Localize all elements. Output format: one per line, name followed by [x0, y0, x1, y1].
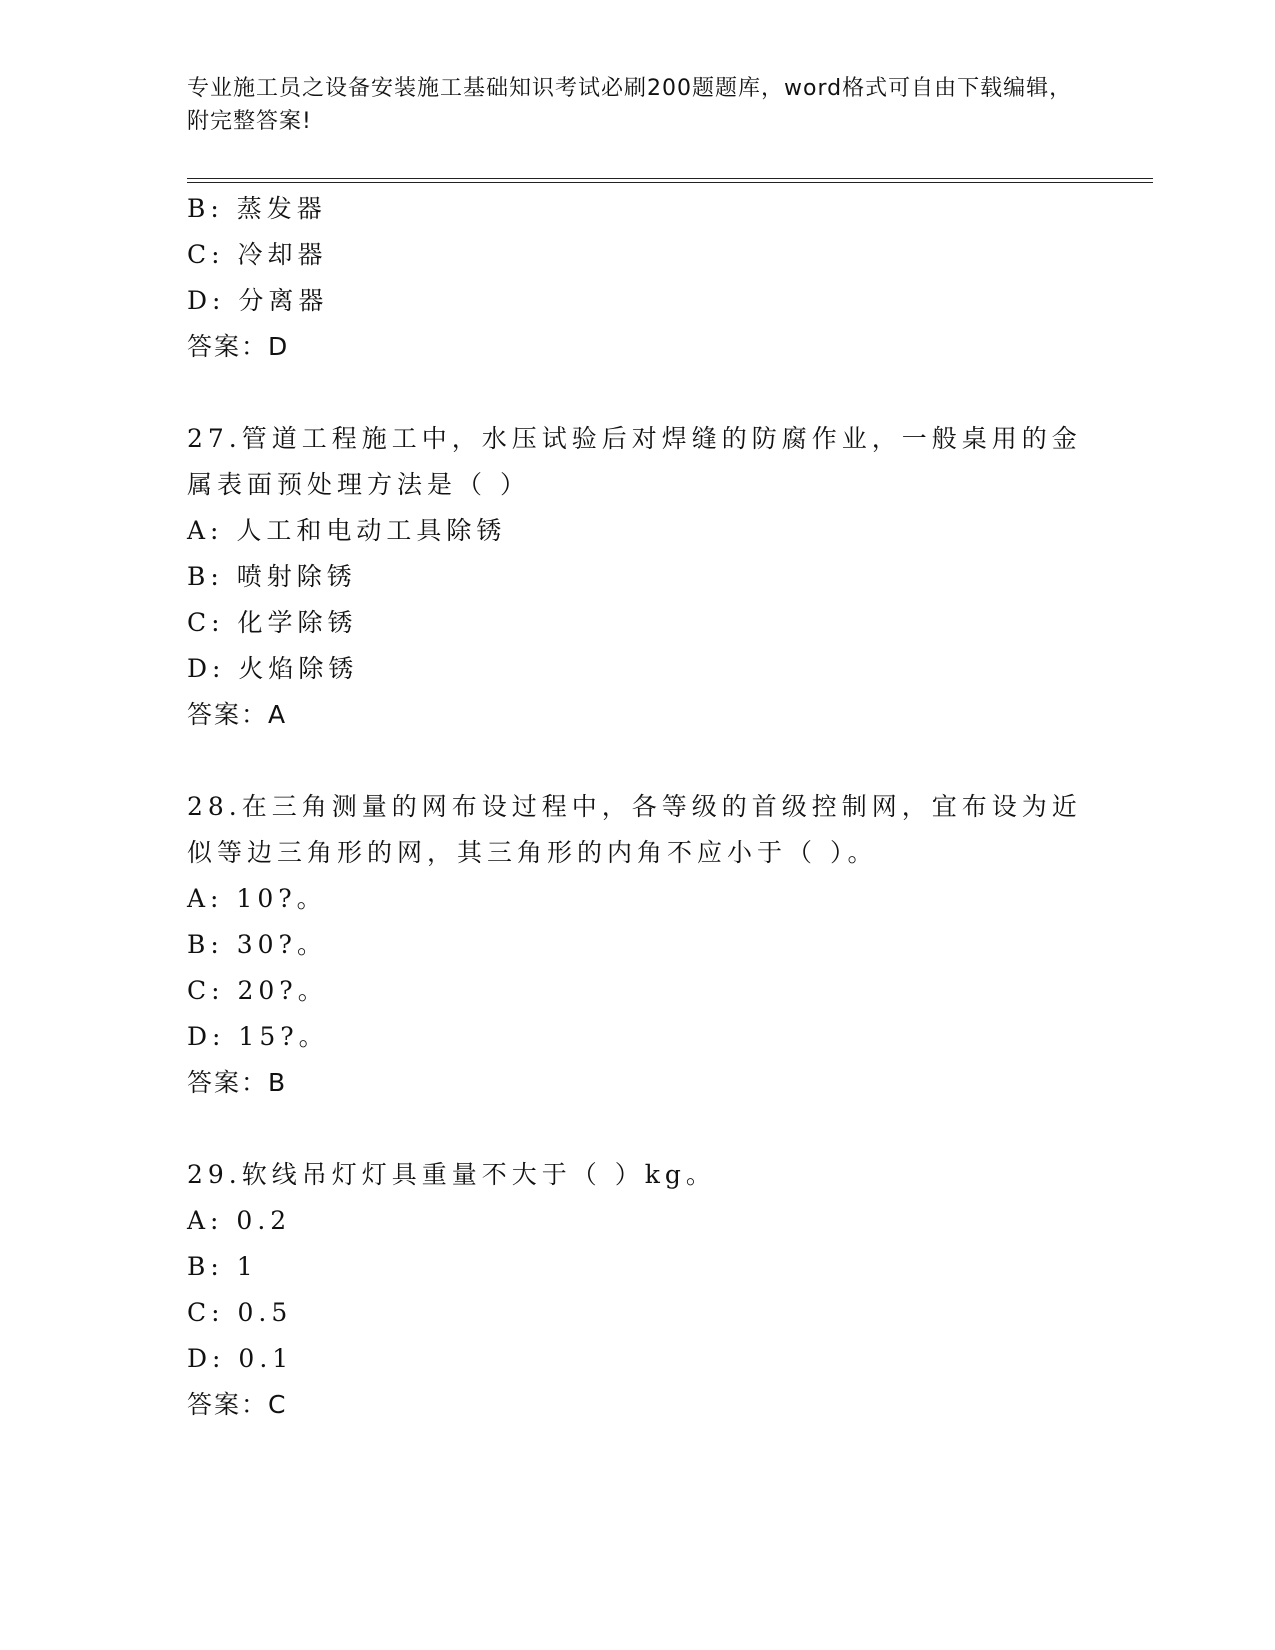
option-c: C: 冷却器: [187, 240, 328, 269]
option-a: A: 10?。: [187, 884, 327, 913]
question-block-28: [187, 784, 1087, 1106]
answer-label: 答案：A: [187, 700, 288, 729]
option-c: C: 化学除锈: [187, 608, 358, 637]
option-a: A: 人工和电动工具除锈: [187, 516, 507, 545]
question-block-26: [187, 186, 1087, 370]
option-d: D: 分离器: [187, 286, 329, 315]
option-d: D: 15?。: [187, 1022, 329, 1051]
answer-label: 答案：D: [187, 332, 290, 361]
block-spacer: [187, 1106, 1087, 1152]
option-c: C: 0.5: [187, 1298, 293, 1327]
question-stem: 27.管道工程施工中，水压试验后对焊缝的防腐作业，一般桌用的金属表面预处理方法是（ ）: [187, 424, 1082, 499]
option-b: B: 1: [187, 1252, 258, 1281]
option-d: D: 0.1: [187, 1344, 294, 1373]
option-c: C: 20?。: [187, 976, 328, 1005]
document-title: 专业施工员之设备安装施工基础知识考试必刷200题题库，word格式可自由下载编辑，附完整答案!: [187, 76, 1073, 134]
question-stem: 29.软线吊灯灯具重量不大于（ ）kg。: [187, 1160, 716, 1189]
question-stem: 28.在三角测量的网布设过程中，各等级的首级控制网，宜布设为近似等边三角形的网，其三角形的内角不应小于（ ）。: [187, 792, 1082, 867]
option-a: A: 0.2: [187, 1206, 292, 1235]
header-divider: [187, 178, 1153, 183]
block-spacer: [187, 738, 1087, 784]
option-b: B: 喷射除锈: [187, 562, 357, 591]
block-spacer: [187, 370, 1087, 416]
answer-label: 答案：B: [187, 1068, 288, 1097]
question-list: [187, 186, 1087, 1428]
option-b: B: 30?。: [187, 930, 327, 959]
question-block-27: [187, 416, 1087, 738]
option-b: B: 蒸发器: [187, 194, 327, 223]
option-d: D: 火焰除锈: [187, 654, 359, 683]
answer-label: 答案：C: [187, 1390, 288, 1419]
question-block-29: [187, 1152, 1087, 1428]
